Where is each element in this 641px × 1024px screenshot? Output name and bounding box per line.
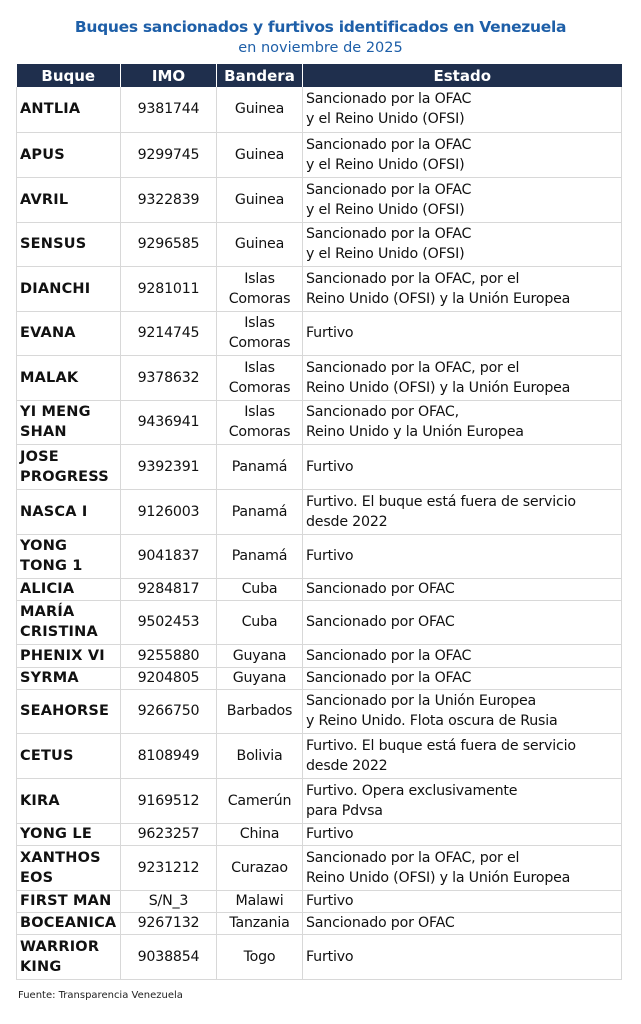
vessel-cell: APUS (17, 132, 121, 177)
status-cell: Sancionado por OFAC (303, 600, 622, 644)
flag-cell: Guinea (217, 222, 303, 266)
imo-cell: 9204805 (121, 667, 217, 689)
table-row (17, 311, 622, 355)
imo-cell: 9231212 (121, 845, 217, 890)
status-cell: Sancionado por la OFAC y el Reino Unido (OFSI) (303, 132, 622, 177)
status-cell: Furtivo (303, 823, 622, 845)
header-imo: IMO (121, 64, 217, 87)
vessel-cell: CETUS (17, 733, 121, 778)
status-cell: Furtivo (303, 311, 622, 355)
status-cell: Sancionado por la OFAC y el Reino Unido (OFSI) (303, 87, 622, 132)
table-row (17, 890, 622, 912)
table-row (17, 400, 622, 444)
imo-cell: 9266750 (121, 689, 217, 733)
imo-cell: 9392391 (121, 444, 217, 489)
imo-cell: 8108949 (121, 733, 217, 778)
vessel-cell: WARRIOR KING (17, 934, 121, 979)
imo-cell: 9041837 (121, 534, 217, 578)
vessel-cell: PHENIX VI (17, 644, 121, 667)
status-cell: Sancionado por OFAC (303, 912, 622, 934)
table-row (17, 689, 622, 733)
status-cell: Sancionado por la OFAC, por el Reino Unido (OFSI) y la Unión Europea (303, 355, 622, 400)
status-cell: Sancionado por la OFAC (303, 667, 622, 689)
table-row (17, 778, 622, 823)
vessel-cell: FIRST MAN (17, 890, 121, 912)
flag-cell: China (217, 823, 303, 845)
imo-cell: 9502453 (121, 600, 217, 644)
vessel-cell: ALICIA (17, 578, 121, 600)
table-row (17, 87, 622, 132)
header-status: Estado (303, 64, 622, 87)
imo-cell: 9299745 (121, 132, 217, 177)
table-row (17, 912, 622, 934)
imo-cell: 9267132 (121, 912, 217, 934)
imo-cell: 9038854 (121, 934, 217, 979)
status-cell: Sancionado por la OFAC y el Reino Unido (OFSI) (303, 222, 622, 266)
status-cell: Furtivo (303, 534, 622, 578)
flag-cell: Guinea (217, 87, 303, 132)
vessel-cell: AVRIL (17, 177, 121, 222)
flag-cell: Barbados (217, 689, 303, 733)
table-row (17, 823, 622, 845)
vessel-cell: MALAK (17, 355, 121, 400)
imo-cell: 9255880 (121, 644, 217, 667)
flag-cell: Islas Comoras (217, 355, 303, 400)
flag-cell: Guyana (217, 644, 303, 667)
status-cell: Sancionado por la OFAC, por el Reino Unido (OFSI) y la Unión Europea (303, 845, 622, 890)
flag-cell: Togo (217, 934, 303, 979)
status-cell: Furtivo (303, 444, 622, 489)
flag-cell: Tanzania (217, 912, 303, 934)
page-title: Buques sancionados y furtivos identificados en Venezuela (74, 18, 567, 36)
status-cell: Sancionado por la Unión Europea y Reino Unido. Flota oscura de Rusia (303, 689, 622, 733)
vessel-cell: YONG LE (17, 823, 121, 845)
source-note: Fuente: Transparencia Venezuela (18, 990, 183, 1001)
table-row (17, 355, 622, 400)
flag-cell: Islas Comoras (217, 266, 303, 311)
status-cell: Sancionado por la OFAC, por el Reino Unido (OFSI) y la Unión Europea (303, 266, 622, 311)
imo-cell: 9623257 (121, 823, 217, 845)
table-row (17, 845, 622, 890)
table-row (17, 534, 622, 578)
table-row (17, 132, 622, 177)
table-row (17, 266, 622, 311)
status-cell: Sancionado por OFAC (303, 578, 622, 600)
table-row (17, 644, 622, 667)
flag-cell: Guinea (217, 132, 303, 177)
vessel-cell: KIRA (17, 778, 121, 823)
imo-cell: 9381744 (121, 87, 217, 132)
imo-cell: 9214745 (121, 311, 217, 355)
table-row (17, 733, 622, 778)
imo-cell: 9169512 (121, 778, 217, 823)
table-row (17, 177, 622, 222)
page-subtitle: en noviembre de 2025 (238, 40, 403, 56)
status-cell: Furtivo (303, 934, 622, 979)
imo-cell: 9296585 (121, 222, 217, 266)
vessel-cell: JOSE PROGRESS (17, 444, 121, 489)
status-cell: Furtivo. El buque está fuera de servicio desde 2022 (303, 733, 622, 778)
vessel-cell: SEAHORSE (17, 689, 121, 733)
vessel-cell: XANTHOS EOS (17, 845, 121, 890)
vessel-cell: EVANA (17, 311, 121, 355)
vessels-table (16, 64, 622, 980)
imo-cell: 9436941 (121, 400, 217, 444)
status-cell: Sancionado por la OFAC (303, 644, 622, 667)
table-row (17, 578, 622, 600)
flag-cell: Guyana (217, 667, 303, 689)
vessel-cell: YI MENG SHAN (17, 400, 121, 444)
vessel-cell: ANTLIA (17, 87, 121, 132)
flag-cell: Malawi (217, 890, 303, 912)
table-row (17, 222, 622, 266)
vessel-cell: NASCA I (17, 489, 121, 534)
imo-cell: 9281011 (121, 266, 217, 311)
table-row (17, 489, 622, 534)
table-header-row (17, 64, 622, 87)
vessel-cell: SENSUS (17, 222, 121, 266)
status-cell: Sancionado por la OFAC y el Reino Unido (OFSI) (303, 177, 622, 222)
flag-cell: Cuba (217, 600, 303, 644)
flag-cell: Cuba (217, 578, 303, 600)
imo-cell: 9126003 (121, 489, 217, 534)
flag-cell: Curazao (217, 845, 303, 890)
flag-cell: Panamá (217, 534, 303, 578)
imo-cell: 9378632 (121, 355, 217, 400)
flag-cell: Panamá (217, 489, 303, 534)
flag-cell: Camerún (217, 778, 303, 823)
table-row (17, 934, 622, 979)
flag-cell: Panamá (217, 444, 303, 489)
table-row (17, 667, 622, 689)
header-vessel: Buque (17, 64, 121, 87)
vessel-cell: MARÍA CRISTINA (17, 600, 121, 644)
vessel-cell: YONG TONG 1 (17, 534, 121, 578)
table-row (17, 600, 622, 644)
flag-cell: Bolivia (217, 733, 303, 778)
vessel-cell: DIANCHI (17, 266, 121, 311)
header-flag: Bandera (217, 64, 303, 87)
imo-cell: 9322839 (121, 177, 217, 222)
status-cell: Furtivo (303, 890, 622, 912)
vessel-cell: SYRMA (17, 667, 121, 689)
flag-cell: Islas Comoras (217, 400, 303, 444)
flag-cell: Guinea (217, 177, 303, 222)
status-cell: Sancionado por OFAC, Reino Unido y la Unión Europea (303, 400, 622, 444)
status-cell: Furtivo. Opera exclusivamente para Pdvsa (303, 778, 622, 823)
imo-cell: 9284817 (121, 578, 217, 600)
imo-cell: S/N_3 (121, 890, 217, 912)
table-row (17, 444, 622, 489)
flag-cell: Islas Comoras (217, 311, 303, 355)
vessel-cell: BOCEANICA (17, 912, 121, 934)
status-cell: Furtivo. El buque está fuera de servicio desde 2022 (303, 489, 622, 534)
